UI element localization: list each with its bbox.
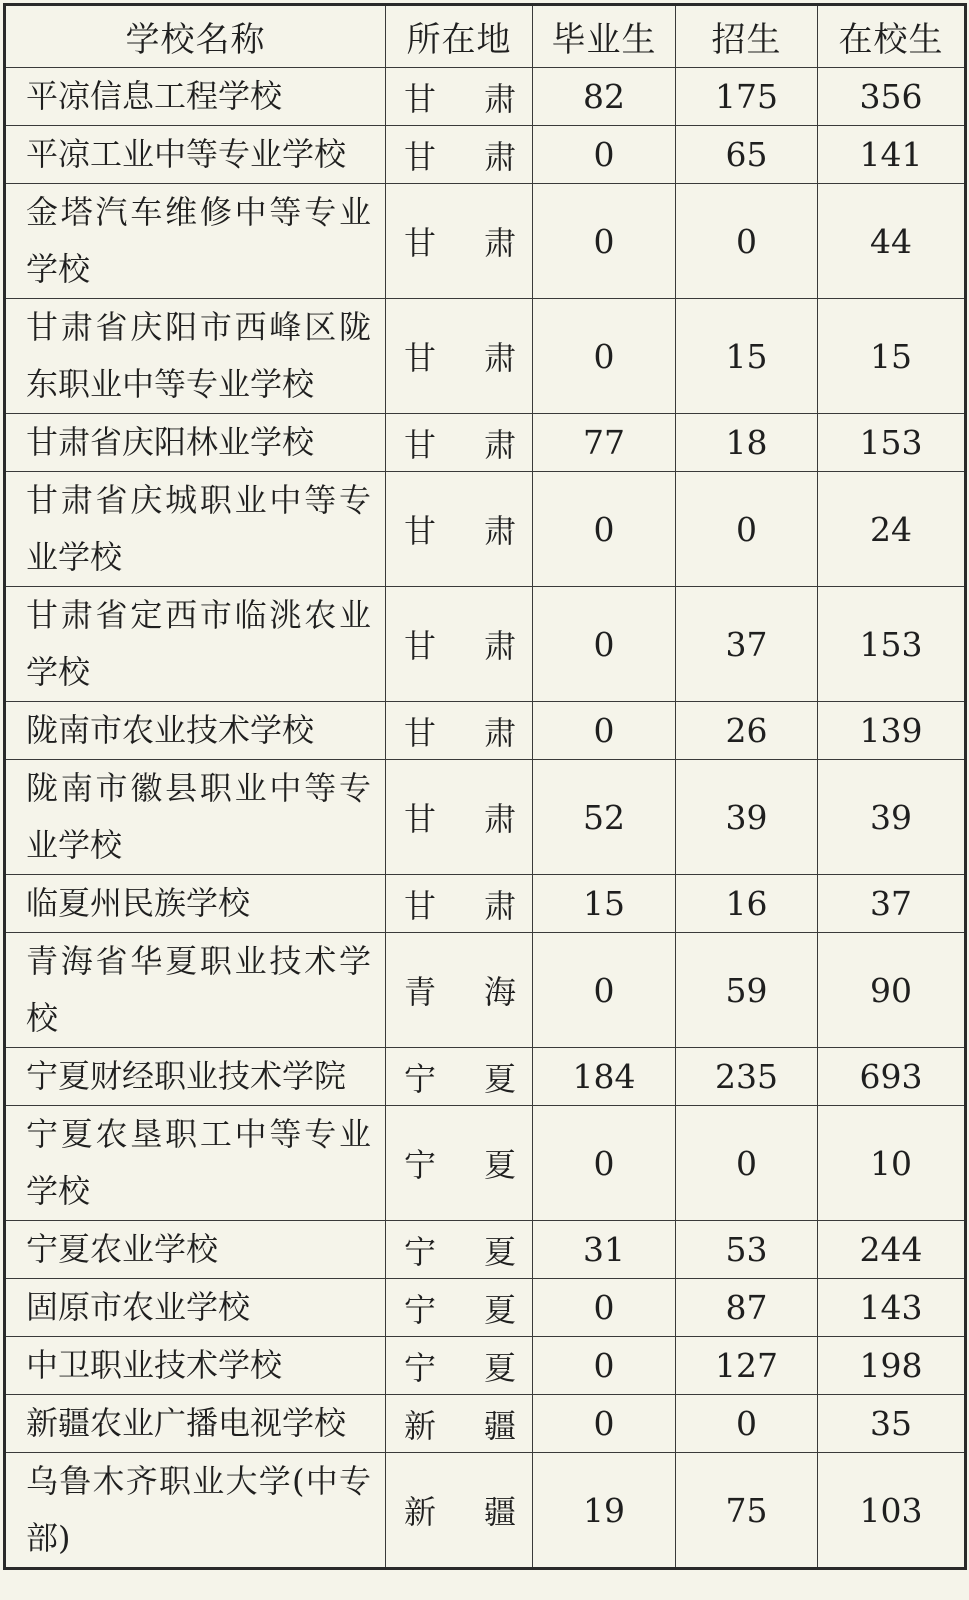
graduates-cell: 0: [533, 933, 676, 1048]
location-char: 甘: [404, 800, 437, 838]
table-row: [5, 184, 966, 299]
location-char: 肃: [483, 224, 516, 262]
location-char: 肃: [483, 713, 516, 752]
location-char: 甘: [404, 224, 437, 262]
school-name-cell: 宁夏农业学校: [5, 1221, 386, 1279]
enrollment-cell: 0: [676, 184, 818, 299]
location-cell: [386, 184, 533, 299]
table-row: [5, 933, 966, 1048]
location-cell: [386, 702, 533, 760]
enrollment-cell: 127: [676, 1337, 818, 1395]
school-name-cell: 青海省华夏职业技术学校: [5, 933, 386, 1048]
table-row: [5, 702, 966, 760]
enrollment-cell: 175: [676, 68, 818, 126]
current-students-cell: 37: [818, 875, 966, 933]
location-char: 肃: [483, 425, 516, 464]
enrollment-cell: 87: [676, 1279, 818, 1337]
current-students-cell: 139: [818, 702, 966, 760]
header-current-students: 在校生: [818, 5, 966, 68]
header-enrollment: 招生: [676, 5, 818, 68]
graduates-cell: 82: [533, 68, 676, 126]
table-row: [5, 1279, 966, 1337]
current-students-cell: 90: [818, 933, 966, 1048]
location-cell: [386, 126, 533, 184]
table-row: [5, 587, 966, 702]
table-row: [5, 68, 966, 126]
location-cell: [386, 68, 533, 126]
school-name-cell: 平凉信息工程学校: [5, 68, 386, 126]
school-name-cell: 中卫职业技术学校: [5, 1337, 386, 1395]
school-name-cell: 宁夏财经职业技术学院: [5, 1048, 386, 1106]
current-students-cell: 10: [818, 1106, 966, 1221]
table-row: [5, 875, 966, 933]
graduates-cell: 0: [533, 472, 676, 587]
current-students-cell: 24: [818, 472, 966, 587]
current-students-cell: 153: [818, 587, 966, 702]
location-char: 甘: [404, 886, 437, 925]
table-row: [5, 126, 966, 184]
location-cell: [386, 1106, 533, 1221]
table-row: [5, 1337, 966, 1395]
school-name-cell: 金塔汽车维修中等专业学校: [5, 184, 386, 299]
enrollment-cell: 235: [676, 1048, 818, 1106]
location-char: 肃: [483, 886, 516, 925]
location-cell: [386, 933, 533, 1048]
graduates-cell: 0: [533, 1106, 676, 1221]
location-char: 肃: [483, 79, 516, 118]
enrollment-cell: 59: [676, 933, 818, 1048]
table-row: [5, 299, 966, 414]
school-name-cell: 甘肃省庆阳市西峰区陇东职业中等专业学校: [5, 299, 386, 414]
location-cell: [386, 1048, 533, 1106]
current-students-cell: 141: [818, 126, 966, 184]
location-char: 宁: [404, 1146, 437, 1184]
location-char: 夏: [483, 1348, 516, 1387]
location-char: 新: [404, 1493, 437, 1531]
current-students-cell: 35: [818, 1395, 966, 1453]
location-cell: [386, 587, 533, 702]
graduates-cell: 0: [533, 702, 676, 760]
location-char: 肃: [483, 137, 516, 176]
location-char: 肃: [483, 339, 516, 377]
current-students-cell: 15: [818, 299, 966, 414]
school-name-cell: 宁夏农垦职工中等专业学校: [5, 1106, 386, 1221]
location-char: 夏: [483, 1146, 516, 1184]
location-cell: [386, 875, 533, 933]
enrollment-cell: 65: [676, 126, 818, 184]
location-char: 肃: [483, 627, 516, 665]
location-cell: [386, 760, 533, 875]
graduates-cell: 184: [533, 1048, 676, 1106]
graduates-cell: 0: [533, 184, 676, 299]
table-row: [5, 472, 966, 587]
enrollment-cell: 26: [676, 702, 818, 760]
location-cell: [386, 1279, 533, 1337]
enrollment-cell: 16: [676, 875, 818, 933]
enrollment-cell: 15: [676, 299, 818, 414]
location-char: 肃: [483, 800, 516, 838]
school-name-cell: 平凉工业中等专业学校: [5, 126, 386, 184]
location-char: 宁: [404, 1348, 437, 1387]
table-row: [5, 1395, 966, 1453]
location-char: 肃: [483, 512, 516, 550]
graduates-cell: 0: [533, 587, 676, 702]
school-name-cell: 陇南市徽县职业中等专业学校: [5, 760, 386, 875]
location-char: 甘: [404, 512, 437, 550]
school-name-cell: 甘肃省庆阳林业学校: [5, 414, 386, 472]
location-char: 夏: [483, 1232, 516, 1271]
table-header-row: [5, 5, 966, 68]
school-table-container: [3, 3, 967, 1570]
location-char: 夏: [483, 1059, 516, 1098]
location-cell: [386, 414, 533, 472]
location-char: 宁: [404, 1059, 437, 1098]
enrollment-cell: 75: [676, 1453, 818, 1569]
header-graduates: 毕业生: [533, 5, 676, 68]
graduates-cell: 15: [533, 875, 676, 933]
location-char: 青: [404, 973, 437, 1011]
table-row: [5, 414, 966, 472]
current-students-cell: 143: [818, 1279, 966, 1337]
enrollment-cell: 0: [676, 1395, 818, 1453]
graduates-cell: 19: [533, 1453, 676, 1569]
current-students-cell: 356: [818, 68, 966, 126]
location-char: 甘: [404, 339, 437, 377]
current-students-cell: 693: [818, 1048, 966, 1106]
table-body: [5, 68, 966, 1569]
location-char: 新: [404, 1406, 437, 1445]
current-students-cell: 44: [818, 184, 966, 299]
school-name-cell: 陇南市农业技术学校: [5, 702, 386, 760]
school-name-cell: 甘肃省庆城职业中等专业学校: [5, 472, 386, 587]
current-students-cell: 244: [818, 1221, 966, 1279]
location-char: 海: [483, 973, 516, 1011]
location-char: 夏: [483, 1290, 516, 1329]
enrollment-cell: 18: [676, 414, 818, 472]
table-row: [5, 1453, 966, 1569]
school-name-cell: 乌鲁木齐职业大学(中专部): [5, 1453, 386, 1569]
enrollment-cell: 39: [676, 760, 818, 875]
table-row: [5, 1221, 966, 1279]
location-char: 甘: [404, 79, 437, 118]
location-char: 甘: [404, 713, 437, 752]
school-name-cell: 甘肃省定西市临洮农业学校: [5, 587, 386, 702]
location-cell: [386, 1337, 533, 1395]
graduates-cell: 77: [533, 414, 676, 472]
location-char: 甘: [404, 627, 437, 665]
location-char: 甘: [404, 425, 437, 464]
location-cell: [386, 1453, 533, 1569]
location-char: 疆: [483, 1493, 516, 1531]
header-location: 所在地: [386, 5, 533, 68]
table-row: [5, 1106, 966, 1221]
location-char: 宁: [404, 1290, 437, 1329]
location-cell: [386, 1221, 533, 1279]
graduates-cell: 0: [533, 1337, 676, 1395]
school-name-cell: 新疆农业广播电视学校: [5, 1395, 386, 1453]
graduates-cell: 0: [533, 299, 676, 414]
location-char: 甘: [404, 137, 437, 176]
graduates-cell: 0: [533, 1395, 676, 1453]
graduates-cell: 0: [533, 126, 676, 184]
location-char: 疆: [483, 1406, 516, 1445]
graduates-cell: 0: [533, 1279, 676, 1337]
enrollment-cell: 0: [676, 1106, 818, 1221]
school-name-cell: 固原市农业学校: [5, 1279, 386, 1337]
current-students-cell: 153: [818, 414, 966, 472]
location-cell: [386, 1395, 533, 1453]
current-students-cell: 39: [818, 760, 966, 875]
graduates-cell: 31: [533, 1221, 676, 1279]
current-students-cell: 103: [818, 1453, 966, 1569]
header-school-name: 学校名称: [5, 5, 386, 68]
enrollment-cell: 37: [676, 587, 818, 702]
school-name-cell: 临夏州民族学校: [5, 875, 386, 933]
enrollment-cell: 53: [676, 1221, 818, 1279]
table-row: [5, 760, 966, 875]
location-char: 宁: [404, 1232, 437, 1271]
location-cell: [386, 299, 533, 414]
current-students-cell: 198: [818, 1337, 966, 1395]
location-cell: [386, 472, 533, 587]
graduates-cell: 52: [533, 760, 676, 875]
enrollment-cell: 0: [676, 472, 818, 587]
table-row: [5, 1048, 966, 1106]
school-statistics-table: [3, 3, 967, 1570]
